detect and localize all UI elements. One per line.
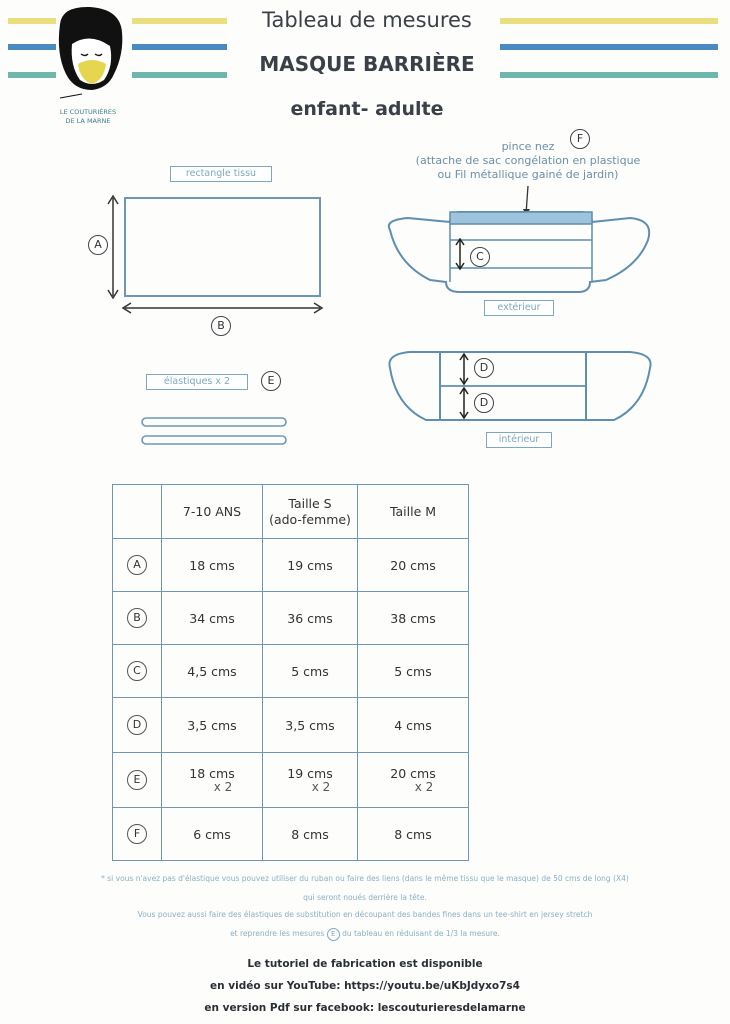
table-header-taille-s: Taille S (ado-femme) bbox=[263, 485, 358, 539]
stripe-right-teal bbox=[500, 72, 718, 78]
page-title-line2: MASQUE BARRIÈRE bbox=[259, 52, 475, 76]
logo-text: LE COUTURIÈRES DE LA MARNE bbox=[59, 108, 117, 125]
table-cell: 3,5 cms bbox=[263, 698, 358, 753]
marker-d-upper: D bbox=[474, 358, 494, 378]
table-cell: 4 cms bbox=[358, 698, 469, 753]
fabric-rectangle-diagram bbox=[80, 188, 340, 338]
elastic-bands-diagram bbox=[136, 412, 292, 452]
note-line-3: Vous pouvez aussi faire des élastiques de substitution en découpant des bandes fines dans un tee-shirt en jersey stretch bbox=[137, 910, 593, 919]
row-key-cell: F bbox=[113, 808, 162, 861]
table-cell: 19 cms bbox=[263, 539, 358, 592]
stripe-right-yellow bbox=[500, 18, 718, 24]
table-cell: 6 cms bbox=[162, 808, 263, 861]
logo-woman-mask-icon bbox=[48, 4, 132, 102]
stripe-right-blue bbox=[500, 44, 718, 50]
note-line-1: * si vous n'avez pas d'élastique vous pouvez utiliser du ruban ou faire des liens (dans le même tissu que le masque) de 50 cms de long (X4) bbox=[101, 874, 629, 883]
measurements-table bbox=[112, 484, 469, 861]
marker-e: E bbox=[261, 371, 281, 391]
page-title-line3: enfant- adulte bbox=[290, 98, 444, 120]
footer-facebook-link[interactable]: en version Pdf sur facebook: lescouturieresdelamarne bbox=[204, 1002, 526, 1014]
table-cell: 20 cms bbox=[358, 539, 469, 592]
table-header-7-10: 7-10 ANS bbox=[162, 485, 263, 539]
table-header-taille-m: Taille M bbox=[358, 485, 469, 539]
table-row bbox=[113, 539, 469, 592]
mask-exterior-diagram bbox=[380, 182, 660, 300]
table-cell: 20 cms x 2 bbox=[358, 753, 469, 808]
row-key-cell: D bbox=[113, 698, 162, 753]
interior-label: intérieur bbox=[486, 432, 552, 448]
table-header-empty bbox=[113, 485, 162, 539]
table-cell: 8 cms bbox=[263, 808, 358, 861]
table-cell: 18 cms bbox=[162, 539, 263, 592]
table-row bbox=[113, 592, 469, 645]
table-row bbox=[113, 698, 469, 753]
table-cell: 5 cms bbox=[358, 645, 469, 698]
table-cell: 34 cms bbox=[162, 592, 263, 645]
table-cell: 18 cms x 2 bbox=[162, 753, 263, 808]
rectangle-label: rectangle tissu bbox=[170, 166, 272, 182]
stripe-mid-yellow bbox=[132, 18, 227, 24]
nose-pinch-text: pince nez (attache de sac congélation en plastique ou Fil métallique gainé de jardin) bbox=[415, 140, 641, 181]
note-line-2: qui seront noués derrière la tête. bbox=[303, 893, 427, 902]
marker-b: B bbox=[211, 316, 231, 336]
table-row bbox=[113, 808, 469, 861]
elastic-label: élastiques x 2 bbox=[146, 374, 248, 390]
table-cell: 4,5 cms bbox=[162, 645, 263, 698]
table-cell: 3,5 cms bbox=[162, 698, 263, 753]
page-title-line1: Tableau de mesures bbox=[262, 8, 472, 32]
mask-interior-diagram bbox=[380, 340, 660, 430]
table-cell: 19 cms x 2 bbox=[263, 753, 358, 808]
table-cell: 5 cms bbox=[263, 645, 358, 698]
table-cell: 8 cms bbox=[358, 808, 469, 861]
marker-a: A bbox=[88, 235, 108, 255]
note-line-4: et reprendre les mesures E du tableau en réduisant de 1/3 la mesure. bbox=[0, 928, 730, 941]
stripe-mid-blue bbox=[132, 44, 227, 50]
table-row bbox=[113, 753, 469, 808]
row-key-cell: A bbox=[113, 539, 162, 592]
row-key-cell: E bbox=[113, 753, 162, 808]
marker-f: F bbox=[570, 129, 590, 149]
marker-c: C bbox=[470, 247, 490, 267]
table-header-row bbox=[113, 485, 469, 539]
footer-youtube-link[interactable]: en vidéo sur YouTube: https://youtu.be/uKbJdyxo7s4 bbox=[210, 980, 520, 992]
marker-e-inline: E bbox=[327, 928, 340, 941]
footer-line-1: Le tutoriel de fabrication est disponible bbox=[247, 958, 483, 970]
table-cell: 36 cms bbox=[263, 592, 358, 645]
table-row bbox=[113, 645, 469, 698]
stripe-mid-teal bbox=[132, 72, 227, 78]
exterior-label: extérieur bbox=[484, 300, 554, 316]
marker-d-lower: D bbox=[474, 393, 494, 413]
row-key-cell: B bbox=[113, 592, 162, 645]
row-key-cell: C bbox=[113, 645, 162, 698]
table-cell: 38 cms bbox=[358, 592, 469, 645]
